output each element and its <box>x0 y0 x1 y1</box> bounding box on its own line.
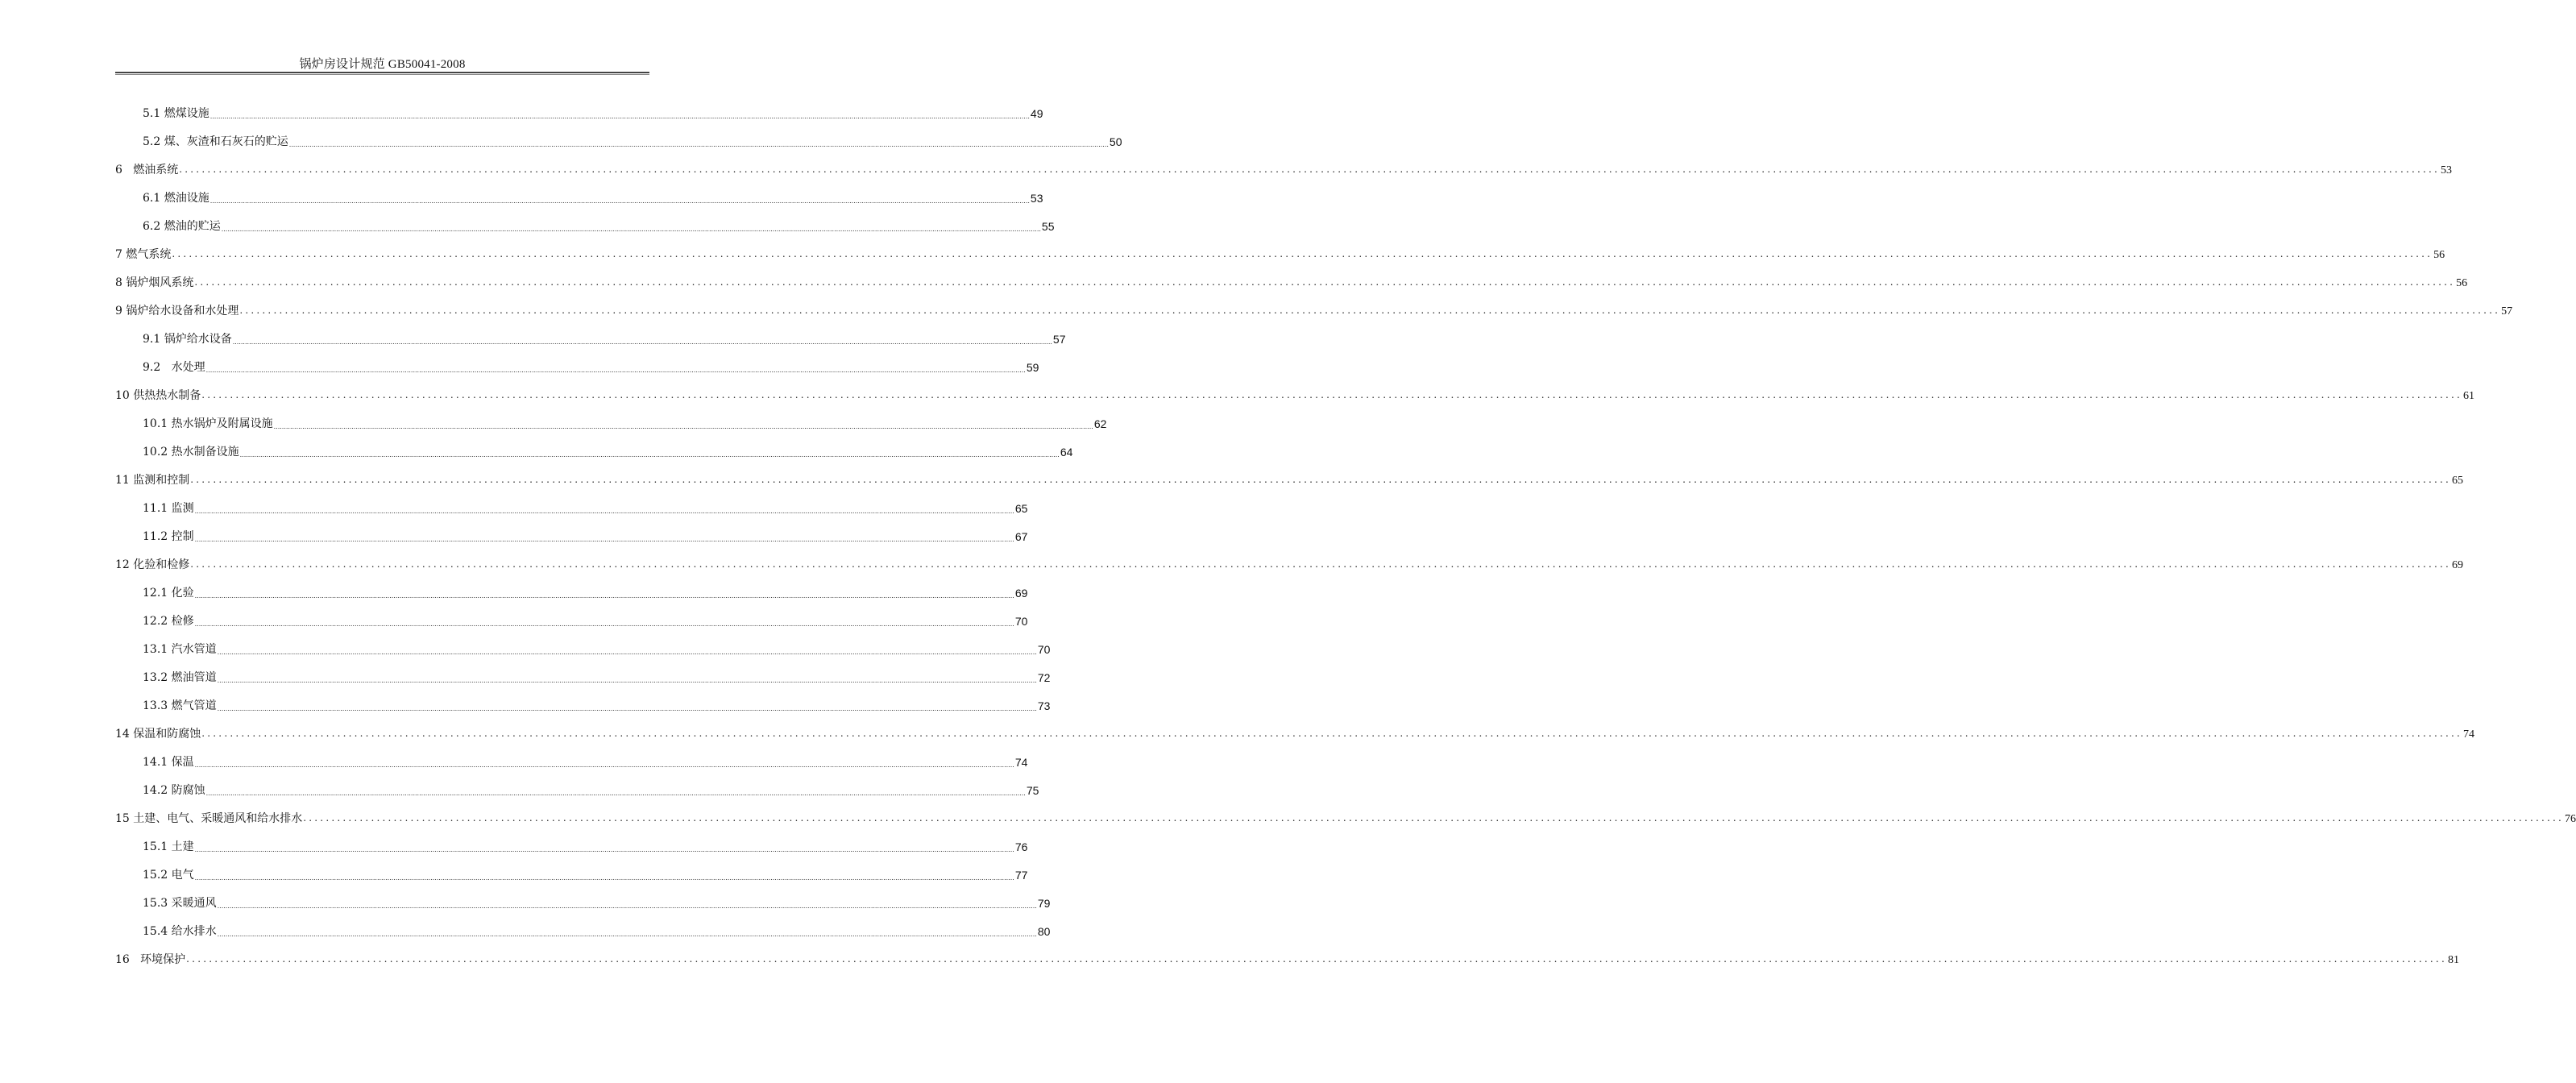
toc-entry[interactable] <box>115 946 2459 974</box>
toc-entry-title: 10 供热热水制备 <box>115 389 201 402</box>
page-header-title: 锅炉房设计规范 GB50041-2008 <box>299 58 466 71</box>
toc-entry-title: 6.1 燃油设施 <box>143 192 209 205</box>
toc-entry-title: 15.1 土建 <box>143 840 194 853</box>
toc-entry[interactable] <box>115 382 2475 410</box>
toc-dot-leader: ................................................................................................................................................................................................................................................................................................................................................................................................................ <box>217 649 1037 656</box>
toc-entry-page-number: 64 <box>1060 446 1073 459</box>
toc-entry-title: 10.2 热水制备设施 <box>143 446 239 459</box>
toc-entry[interactable] <box>115 213 1055 241</box>
toc-dot-leader: ................................................................................................................................................................................................................................................................................................................................................................................................................ <box>186 953 2447 965</box>
toc-entry[interactable] <box>115 495 1028 523</box>
toc-entry-title: 16 环境保护 <box>115 953 186 966</box>
toc-entry-page-number: 57 <box>2501 305 2513 317</box>
toc-entry[interactable] <box>115 326 1066 354</box>
toc-entry-page-number: 55 <box>1041 220 1055 233</box>
toc-entry-title: 10.1 热水锅炉及附属设施 <box>143 417 273 430</box>
toc-entry-title: 5.2 煤、灰渣和石灰石的贮运 <box>143 135 288 148</box>
toc-dot-leader: ................................................................................................................................................................................................................................................................................................................................................................................................................ <box>209 197 1030 205</box>
toc-entry-title: 12 化验和检修 <box>115 558 190 571</box>
toc-entry-page-number: 65 <box>2452 475 2464 487</box>
toc-dot-leader: ................................................................................................................................................................................................................................................................................................................................................................................................................ <box>194 592 1014 600</box>
toc-entry-page-number: 75 <box>1026 784 1039 797</box>
toc-dot-leader: ................................................................................................................................................................................................................................................................................................................................................................................................................ <box>201 728 2463 739</box>
toc-entry-page-number: 77 <box>1014 869 1028 882</box>
toc-entry-page-number: 56 <box>2456 277 2468 289</box>
toc-entry-page-number: 79 <box>1037 897 1051 910</box>
toc-entry[interactable] <box>115 467 2464 495</box>
toc-entry-page-number: 69 <box>2452 559 2464 571</box>
toc-entry-page-number: 76 <box>1014 840 1028 853</box>
toc-entry[interactable] <box>115 579 1028 608</box>
toc-entry-page-number: 74 <box>2463 728 2475 741</box>
toc-entry-title: 14.1 保温 <box>143 756 194 769</box>
toc-entry-title: 7 燃气系统 <box>115 248 172 261</box>
toc-dot-leader: ................................................................................................................................................................................................................................................................................................................................................................................................................ <box>273 423 1093 430</box>
toc-entry-title: 13.1 汽水管道 <box>143 643 217 656</box>
toc-entry-page-number: 53 <box>1030 192 1043 205</box>
toc-entry[interactable] <box>115 241 2445 269</box>
toc-entry[interactable] <box>115 918 1051 946</box>
toc-entry-title: 13.2 燃油管道 <box>143 671 217 684</box>
toc-entry-page-number: 70 <box>1037 643 1051 656</box>
toc-dot-leader: ................................................................................................................................................................................................................................................................................................................................................................................................................ <box>217 677 1037 684</box>
toc-dot-leader: ................................................................................................................................................................................................................................................................................................................................................................................................................ <box>288 141 1109 148</box>
toc-entry[interactable] <box>115 805 2576 833</box>
toc-entry-title: 14.2 防腐蚀 <box>143 784 205 797</box>
toc-entry-page-number: 57 <box>1052 333 1066 346</box>
toc-entry-page-number: 62 <box>1093 417 1107 430</box>
toc-entry-title: 6 燃油系统 <box>115 164 179 176</box>
toc-entry-page-number: 76 <box>2565 813 2576 825</box>
toc-entry-title: 11.2 控制 <box>143 530 194 543</box>
toc-entry-page-number: 69 <box>1014 587 1028 600</box>
toc-dot-leader: ................................................................................................................................................................................................................................................................................................................................................................................................................ <box>239 451 1060 459</box>
toc-dot-leader: ................................................................................................................................................................................................................................................................................................................................................................................................................ <box>303 812 2565 824</box>
toc-dot-leader: ................................................................................................................................................................................................................................................................................................................................................................................................................ <box>194 536 1014 543</box>
toc-entry[interactable] <box>115 636 1051 664</box>
toc-entry[interactable] <box>115 269 2468 297</box>
toc-entry-page-number: 70 <box>1014 615 1028 628</box>
toc-entry-page-number: 74 <box>1014 756 1028 769</box>
toc-entry[interactable] <box>115 890 1051 918</box>
toc-entry[interactable] <box>115 100 1043 128</box>
toc-entry-title: 12.1 化验 <box>143 587 194 600</box>
toc-dot-leader: ................................................................................................................................................................................................................................................................................................................................................................................................................ <box>194 508 1014 515</box>
header-divider <box>115 72 649 75</box>
toc-dot-leader: ................................................................................................................................................................................................................................................................................................................................................................................................................ <box>217 705 1037 712</box>
toc-entry-title: 12.2 检修 <box>143 615 194 628</box>
toc-dot-leader: ................................................................................................................................................................................................................................................................................................................................................................................................................ <box>232 338 1052 346</box>
toc-entry-title: 5.1 燃煤设施 <box>143 107 209 120</box>
toc-entry-title: 9 锅炉给水设备和水处理 <box>115 305 239 317</box>
toc-dot-leader: ................................................................................................................................................................................................................................................................................................................................................................................................................ <box>194 620 1014 628</box>
toc-entry[interactable] <box>115 749 1028 777</box>
toc-entry[interactable] <box>115 410 1107 438</box>
toc-dot-leader: ................................................................................................................................................................................................................................................................................................................................................................................................................ <box>205 367 1026 374</box>
toc-entry-title: 15 土建、电气、采暖通风和给水排水 <box>115 812 303 825</box>
toc-entry[interactable] <box>115 664 1051 692</box>
toc-dot-leader: ................................................................................................................................................................................................................................................................................................................................................................................................................ <box>190 558 2452 570</box>
toc-dot-leader: ................................................................................................................................................................................................................................................................................................................................................................................................................ <box>194 846 1014 853</box>
toc-dot-leader: ................................................................................................................................................................................................................................................................................................................................................................................................................ <box>217 902 1037 910</box>
toc-dot-leader: ................................................................................................................................................................................................................................................................................................................................................................................................................ <box>217 931 1037 938</box>
toc-entry-page-number: 72 <box>1037 671 1051 684</box>
toc-entry[interactable] <box>115 833 1028 861</box>
toc-entry-title: 13.3 燃气管道 <box>143 699 217 712</box>
toc-dot-leader: ................................................................................................................................................................................................................................................................................................................................................................................................................ <box>205 790 1026 797</box>
toc-entry[interactable] <box>115 438 1073 467</box>
toc-dot-leader: ................................................................................................................................................................................................................................................................................................................................................................................................................ <box>194 874 1014 882</box>
toc-entry-title: 15.4 给水排水 <box>143 925 217 938</box>
toc-entry[interactable] <box>115 861 1028 890</box>
toc-entry[interactable] <box>115 297 2513 326</box>
toc-entry-page-number: 81 <box>2447 954 2459 966</box>
toc-entry[interactable] <box>115 156 2453 185</box>
toc-entry-title: 11 监测和控制 <box>115 474 190 487</box>
toc-dot-leader: ................................................................................................................................................................................................................................................................................................................................................................................................................ <box>194 276 2456 288</box>
toc-entry[interactable] <box>115 128 1122 156</box>
toc-entry-page-number: 49 <box>1030 107 1043 120</box>
toc-entry[interactable] <box>115 185 1043 213</box>
toc-entry[interactable] <box>115 720 2475 749</box>
toc-entry-title: 14 保温和防腐蚀 <box>115 728 201 741</box>
toc-dot-leader: ................................................................................................................................................................................................................................................................................................................................................................................................................ <box>190 474 2452 485</box>
toc-entry-title: 9.1 锅炉给水设备 <box>143 333 232 346</box>
toc-entry[interactable] <box>115 608 1028 636</box>
toc-entry-title: 9.2 水处理 <box>143 361 205 374</box>
toc-entry[interactable] <box>115 692 1051 720</box>
toc-dot-leader: ................................................................................................................................................................................................................................................................................................................................................................................................................ <box>209 113 1030 120</box>
toc-entry-title: 11.1 监测 <box>143 502 194 515</box>
toc-entry-title: 6.2 燃油的贮运 <box>143 220 221 233</box>
toc-dot-leader: ................................................................................................................................................................................................................................................................................................................................................................................................................ <box>201 389 2463 400</box>
toc-dot-leader: ................................................................................................................................................................................................................................................................................................................................................................................................................ <box>221 226 1041 233</box>
toc-entry-title: 15.3 采暖通风 <box>143 897 217 910</box>
toc-entry-page-number: 59 <box>1026 361 1039 374</box>
toc-entry-page-number: 65 <box>1014 502 1028 515</box>
toc-entry-page-number: 80 <box>1037 925 1051 938</box>
toc-entry-page-number: 53 <box>2441 164 2453 176</box>
toc-entry-page-number: 73 <box>1037 699 1051 712</box>
toc-entry-page-number: 50 <box>1109 135 1122 148</box>
toc-entry-page-number: 61 <box>2463 390 2475 402</box>
toc-entry[interactable] <box>115 354 1039 382</box>
toc-entry-title: 15.2 电气 <box>143 869 194 882</box>
toc-entry[interactable] <box>115 551 2464 579</box>
toc-entry[interactable] <box>115 777 1039 805</box>
toc-dot-leader: ................................................................................................................................................................................................................................................................................................................................................................................................................ <box>239 305 2501 316</box>
toc-entry-title: 8 锅炉烟风系统 <box>115 276 194 289</box>
toc-dot-leader: ................................................................................................................................................................................................................................................................................................................................................................................................................ <box>172 248 2433 259</box>
toc-entry[interactable] <box>115 523 1028 551</box>
table-of-contents <box>115 100 2576 974</box>
toc-dot-leader: ................................................................................................................................................................................................................................................................................................................................................................................................................ <box>179 164 2441 175</box>
toc-entry-page-number: 67 <box>1014 530 1028 543</box>
toc-entry-page-number: 56 <box>2433 249 2445 261</box>
toc-dot-leader: ................................................................................................................................................................................................................................................................................................................................................................................................................ <box>194 761 1014 769</box>
